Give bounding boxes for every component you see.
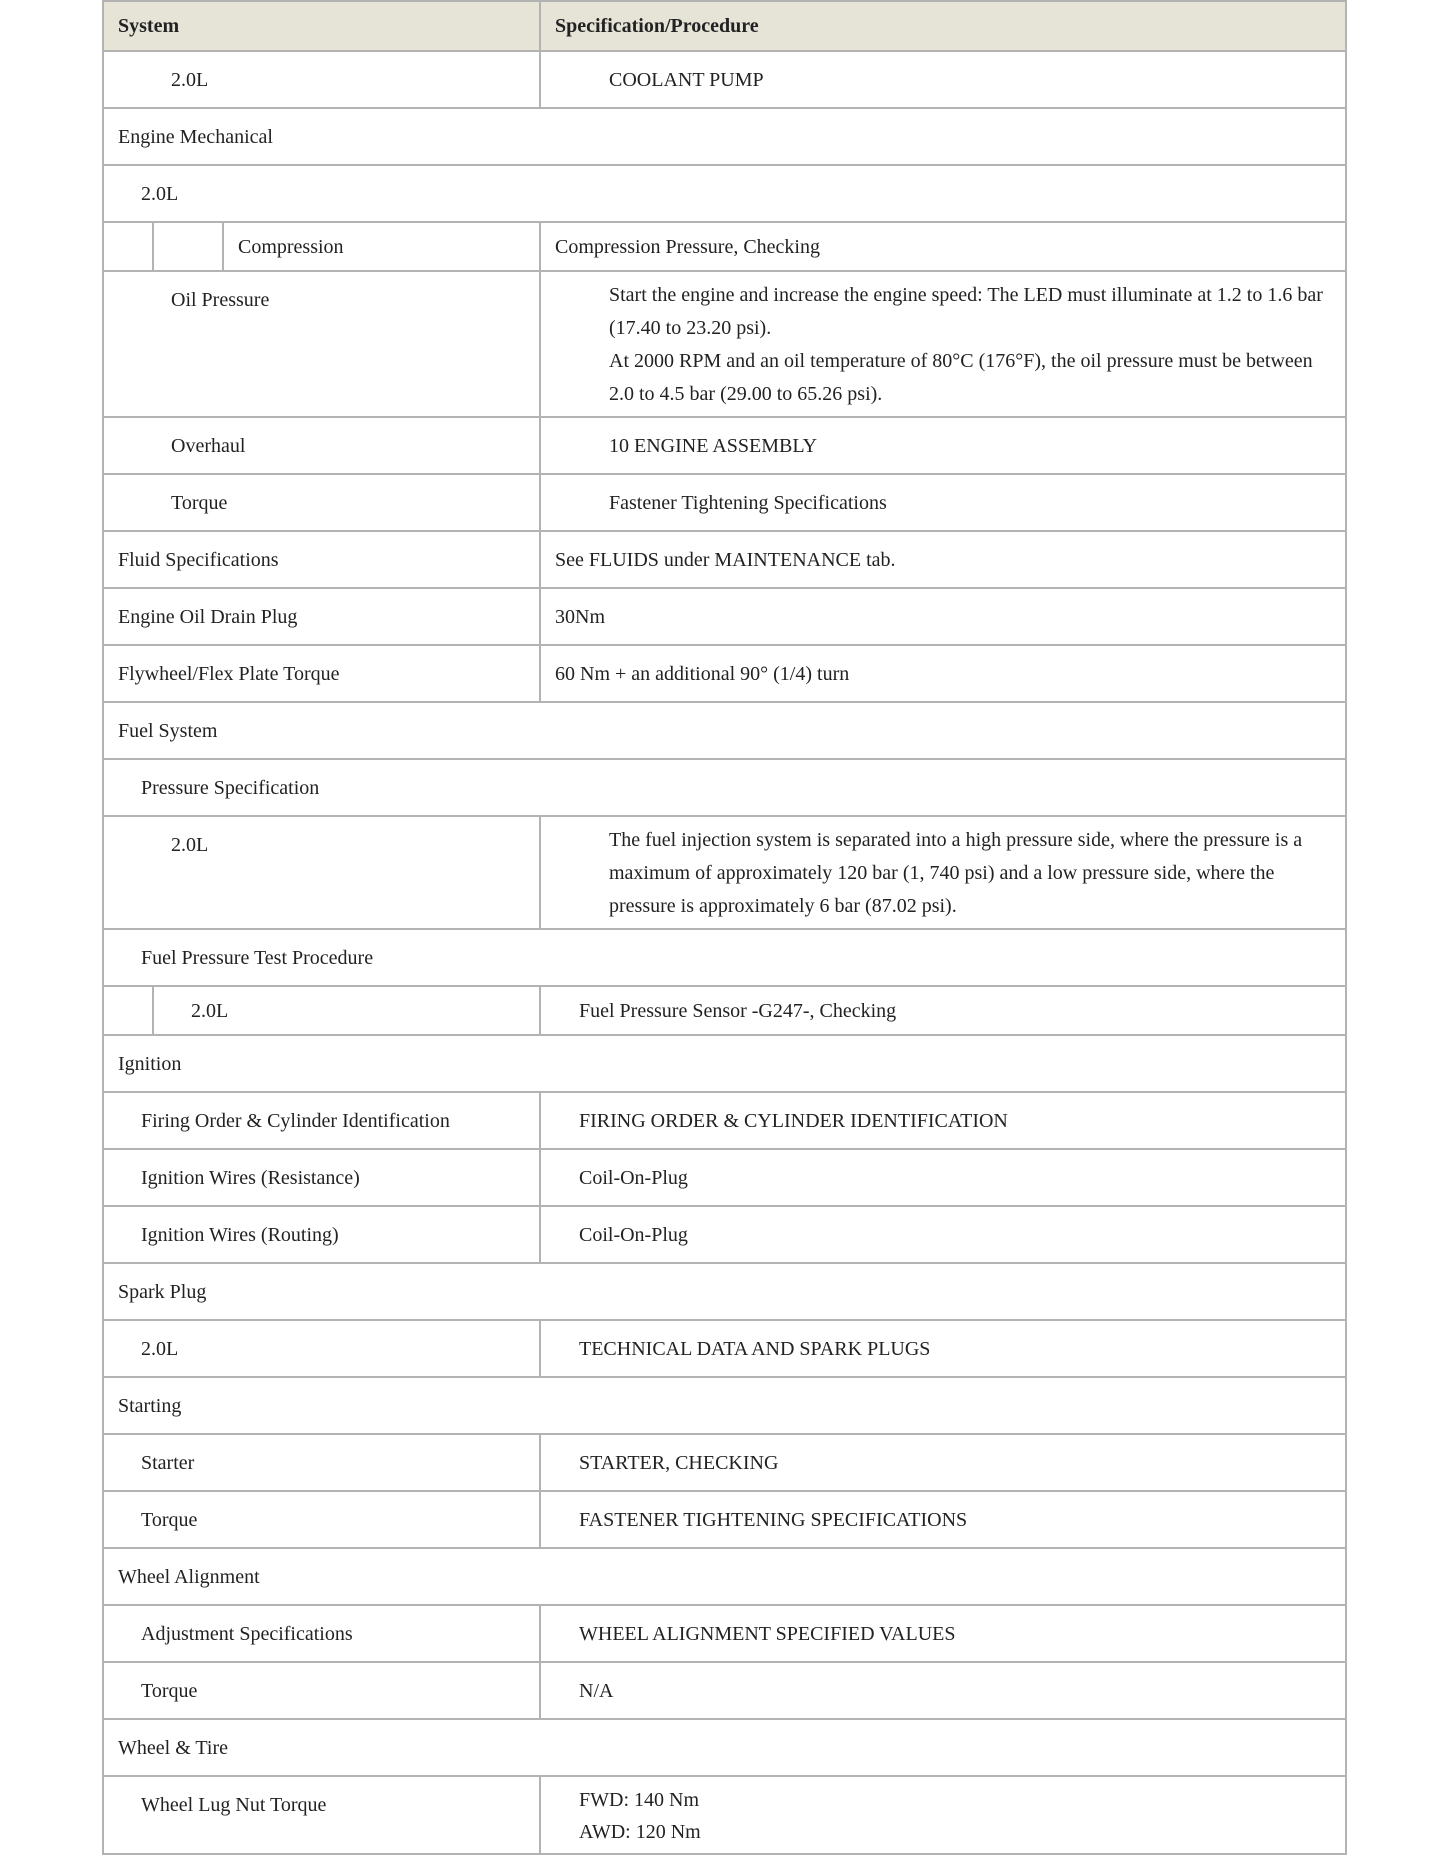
- spec-line: AWD: 120 Nm: [579, 1821, 701, 1843]
- section-cell: [103, 165, 1346, 222]
- system-label: Torque: [141, 1680, 198, 1702]
- section-label: Wheel Alignment: [118, 1566, 260, 1588]
- system-cell: [103, 1434, 540, 1491]
- system-cell: [103, 531, 540, 588]
- section-row: [103, 1263, 1346, 1320]
- spec-value: COOLANT PUMP: [609, 69, 764, 91]
- section-cell: [103, 759, 1346, 816]
- spec-value: Coil-On-Plug: [579, 1167, 688, 1189]
- section-cell: [103, 1719, 1346, 1776]
- section-label: Fuel System: [118, 720, 218, 742]
- system-label: Compression: [238, 236, 344, 258]
- table-row: [103, 816, 1346, 929]
- table-row: [103, 1434, 1346, 1491]
- section-cell: [103, 929, 1346, 986]
- system-label: Firing Order & Cylinder Identification: [141, 1110, 450, 1132]
- spec-cell: [540, 474, 1346, 531]
- system-cell: [103, 1776, 540, 1854]
- spec-cell: [540, 1320, 1346, 1377]
- system-label: 2.0L: [141, 1338, 179, 1360]
- section-cell: [103, 1377, 1346, 1434]
- spec-cell: [540, 1662, 1346, 1719]
- system-label: 2.0L: [171, 69, 209, 91]
- section-cell: [103, 702, 1346, 759]
- section-label: Fuel Pressure Test Procedure: [141, 947, 374, 969]
- system-cell: [103, 1092, 540, 1149]
- spec-value: TECHNICAL DATA AND SPARK PLUGS: [579, 1338, 931, 1360]
- section-label: Wheel & Tire: [118, 1737, 228, 1759]
- section-row: [103, 108, 1346, 165]
- system-label: Adjustment Specifications: [141, 1623, 353, 1645]
- header-specification: Specification/Procedure: [540, 1, 1346, 51]
- spec-cell: [540, 417, 1346, 474]
- section-row: [103, 929, 1346, 986]
- system-cell: [103, 417, 540, 474]
- table-row: [103, 1320, 1346, 1377]
- table-row: [103, 1776, 1346, 1854]
- spec-value: FASTENER TIGHTENING SPECIFICATIONS: [579, 1509, 968, 1531]
- system-label: Engine Oil Drain Plug: [118, 606, 298, 628]
- section-row: [103, 1377, 1346, 1434]
- section-label: Spark Plug: [118, 1281, 207, 1303]
- spec-cell: [540, 588, 1346, 645]
- spec-cell: [540, 531, 1346, 588]
- header-system: System: [103, 1, 540, 51]
- table-row: [103, 51, 1346, 108]
- system-cell: [103, 1149, 540, 1206]
- table-row: [103, 1605, 1346, 1662]
- spec-value: Coil-On-Plug: [579, 1224, 688, 1246]
- system-label: Ignition Wires (Routing): [141, 1224, 339, 1246]
- spec-value: 30Nm: [555, 606, 605, 628]
- indent-box: [154, 223, 224, 270]
- table-row: [103, 1206, 1346, 1263]
- table-row: [103, 474, 1346, 531]
- indent-box: [104, 987, 154, 1034]
- system-label: Ignition Wires (Resistance): [141, 1167, 360, 1189]
- section-row: [103, 1035, 1346, 1092]
- table-row: [103, 417, 1346, 474]
- table-row: [103, 222, 1346, 271]
- table-header-row: [103, 1, 1346, 51]
- system-label: Starter: [141, 1452, 195, 1474]
- section-cell: [103, 1263, 1346, 1320]
- section-label: Starting: [118, 1395, 182, 1417]
- spec-value: [541, 1777, 1345, 1853]
- system-cell: [103, 1320, 540, 1377]
- section-cell: [103, 1548, 1346, 1605]
- spec-value: STARTER, CHECKING: [579, 1452, 779, 1474]
- spec-value: 10 ENGINE ASSEMBLY: [609, 435, 818, 457]
- system-cell: [103, 271, 540, 417]
- spec-cell: [540, 816, 1346, 929]
- system-label: 2.0L: [191, 1000, 229, 1022]
- spec-value: WHEEL ALIGNMENT SPECIFIED VALUES: [579, 1623, 956, 1645]
- spec-cell: [540, 1491, 1346, 1548]
- table-row: [103, 1491, 1346, 1548]
- section-row: [103, 1719, 1346, 1776]
- section-label: Pressure Specification: [141, 777, 320, 799]
- spec-cell: [540, 51, 1346, 108]
- section-cell: [103, 1035, 1346, 1092]
- table-row: [103, 645, 1346, 702]
- system-label: Fluid Specifications: [118, 549, 279, 571]
- system-cell: [103, 816, 540, 929]
- section-label: Engine Mechanical: [118, 126, 273, 148]
- system-label: Overhaul: [171, 435, 246, 457]
- system-label: Wheel Lug Nut Torque: [141, 1794, 327, 1816]
- spec-line: At 2000 RPM and an oil temperature of 80°C (176°F), the oil pressure must be between 2.0 to 4.5 bar (29.00 to 65.26 psi).: [609, 350, 1313, 405]
- system-cell: [103, 986, 540, 1035]
- section-label: 2.0L: [141, 183, 179, 205]
- spec-value: [541, 272, 1345, 416]
- table-row: [103, 1149, 1346, 1206]
- system-cell: [103, 1662, 540, 1719]
- system-label: 2.0L: [171, 834, 209, 856]
- spec-value: Compression Pressure, Checking: [555, 236, 820, 258]
- spec-line: Start the engine and increase the engine speed: The LED must illuminate at 1.2 to 1.6 bar (17.40 to 23.20 psi).: [609, 284, 1323, 339]
- specifications-table: [102, 0, 1347, 1855]
- section-cell: [103, 108, 1346, 165]
- system-cell: [103, 474, 540, 531]
- spec-value: The fuel injection system is separated into a high pressure side, where the pressure is a maximum of approximately 120 bar (1, 740 psi) and a low pressure side, where the pressure is approximately 6 bar (87.02 psi).: [609, 829, 1303, 917]
- system-label: Oil Pressure: [171, 289, 270, 311]
- system-cell: [103, 1605, 540, 1662]
- spec-cell: [540, 1092, 1346, 1149]
- indent-box: [104, 223, 154, 270]
- spec-cell: [540, 271, 1346, 417]
- spec-cell: [540, 1605, 1346, 1662]
- section-label: Ignition: [118, 1053, 182, 1075]
- section-row: [103, 1548, 1346, 1605]
- table-row: [103, 1662, 1346, 1719]
- system-cell: [103, 1491, 540, 1548]
- table-row: [103, 1092, 1346, 1149]
- system-cell: [103, 51, 540, 108]
- section-row: [103, 759, 1346, 816]
- table-row: [103, 531, 1346, 588]
- spec-cell: [540, 645, 1346, 702]
- spec-value: 60 Nm + an additional 90° (1/4) turn: [555, 663, 850, 685]
- spec-value: Fastener Tightening Specifications: [609, 492, 887, 514]
- spec-cell: [540, 1149, 1346, 1206]
- table-row: [103, 588, 1346, 645]
- system-cell: [103, 645, 540, 702]
- system-label: Flywheel/Flex Plate Torque: [118, 663, 340, 685]
- system-cell: [103, 1206, 540, 1263]
- spec-cell: [540, 222, 1346, 271]
- spec-cell: [540, 1206, 1346, 1263]
- spec-value: Fuel Pressure Sensor -G247-, Checking: [579, 1000, 897, 1022]
- spec-value: FIRING ORDER & CYLINDER IDENTIFICATION: [579, 1110, 1008, 1132]
- system-cell: [103, 222, 540, 271]
- table-row: [103, 271, 1346, 417]
- system-label: Torque: [141, 1509, 198, 1531]
- section-row: [103, 165, 1346, 222]
- spec-cell: [540, 1776, 1346, 1854]
- spec-cell: [540, 986, 1346, 1035]
- spec-cell: [540, 1434, 1346, 1491]
- spec-value: See FLUIDS under MAINTENANCE tab.: [555, 549, 896, 571]
- system-label: Torque: [171, 492, 228, 514]
- spec-value: N/A: [579, 1680, 614, 1702]
- system-cell: [103, 588, 540, 645]
- table-row: [103, 986, 1346, 1035]
- spec-line: FWD: 140 Nm: [579, 1789, 699, 1811]
- section-row: [103, 702, 1346, 759]
